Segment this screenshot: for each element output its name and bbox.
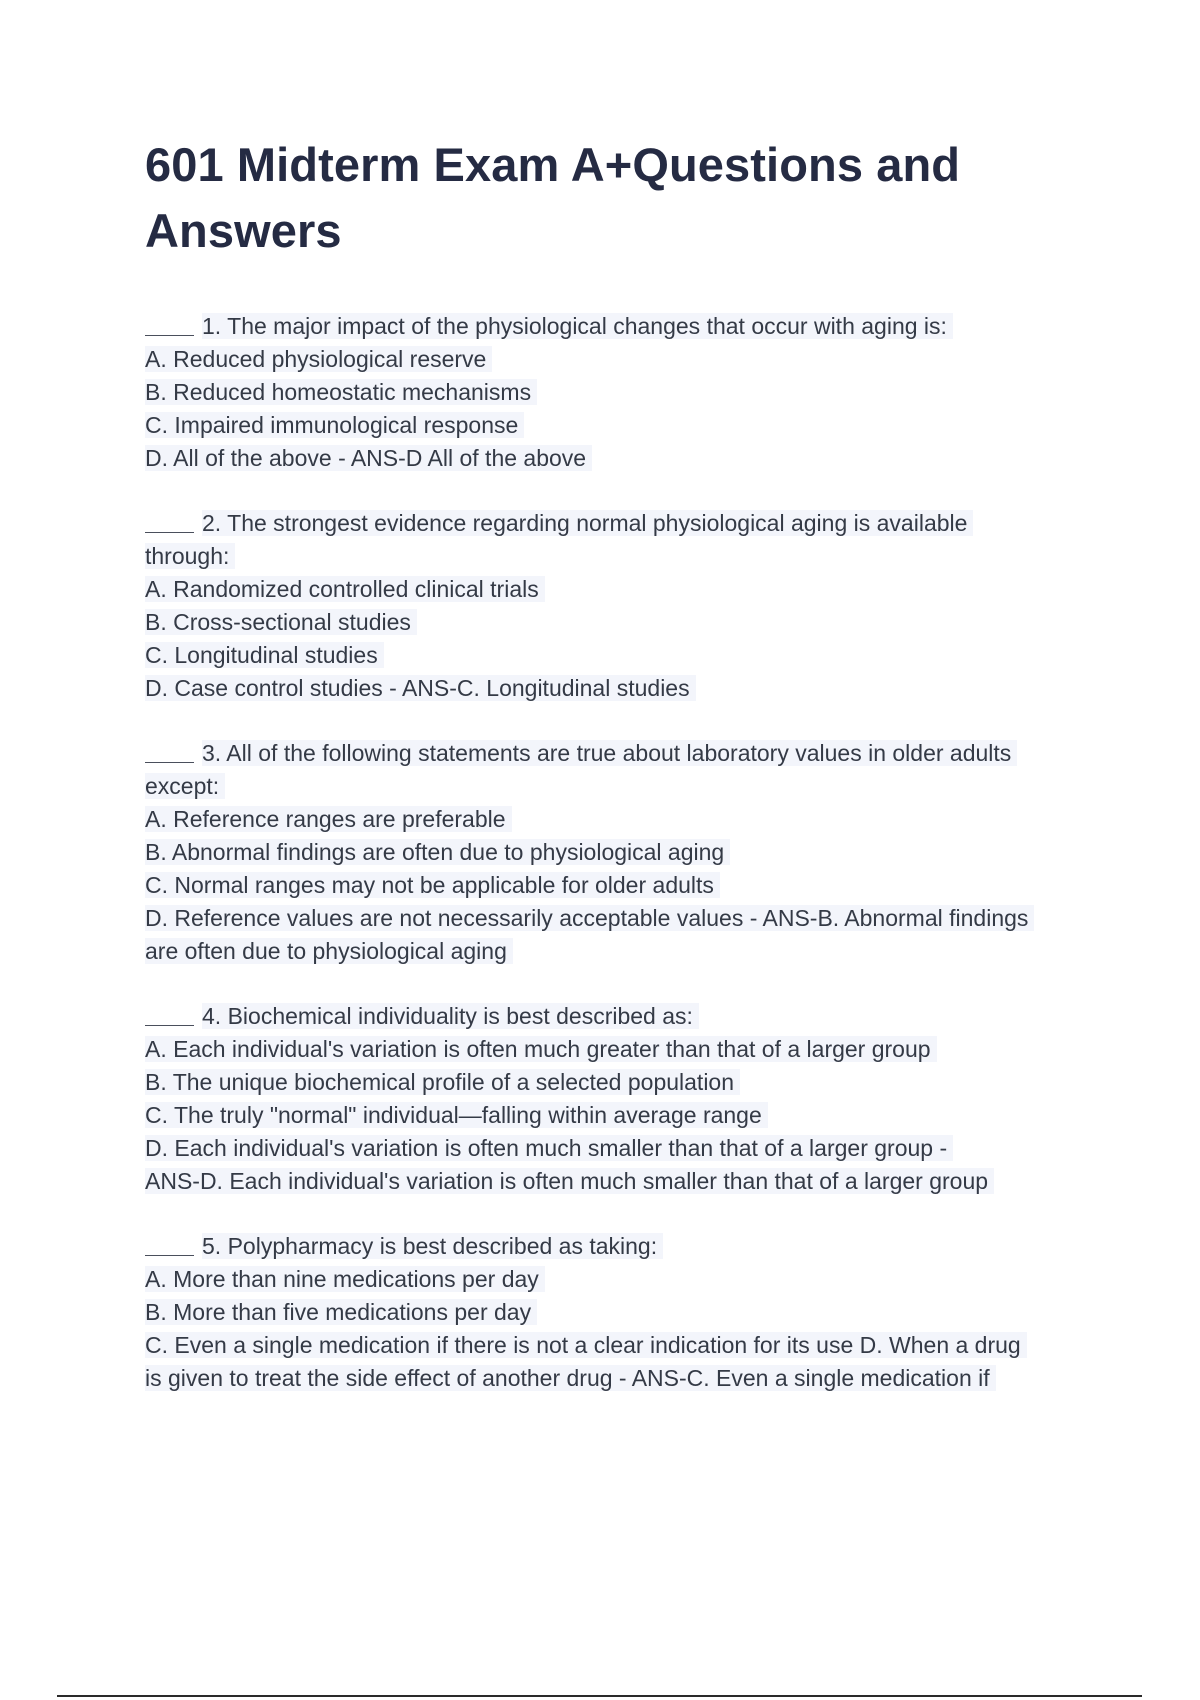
option-answer-line: ANS-D. Each individual's variation is often much smaller than that of a larger group (145, 1165, 1085, 1198)
option-line: A. Each individual's variation is often much greater than that of a larger group (145, 1033, 1085, 1066)
question-stem-cont: except: (145, 770, 1085, 803)
question-5 (145, 1230, 1085, 1395)
answer-blank (145, 1003, 194, 1026)
question-stem: 1. The major impact of the physiological changes that occur with aging is: (145, 310, 1085, 343)
option-answer-line: D. Case control studies - ANS-C. Longitudinal studies (145, 672, 1085, 705)
option-line: C. Impaired immunological response (145, 409, 1085, 442)
page-title (145, 132, 1045, 264)
question-stem: 5. Polypharmacy is best described as taking: (145, 1230, 1085, 1263)
option-line: C. The truly "normal" individual—falling within average range (145, 1099, 1085, 1132)
question-stem: 2. The strongest evidence regarding normal physiological aging is available (145, 507, 1085, 540)
option-line: B. The unique biochemical profile of a selected population (145, 1066, 1085, 1099)
page-footer-rule (57, 1695, 1142, 1697)
option-answer-line-cont: are often due to physiological aging (145, 935, 1085, 968)
question-list (145, 310, 1085, 1427)
question-stem-cont: through: (145, 540, 1085, 573)
option-line: B. Reduced homeostatic mechanisms (145, 376, 1085, 409)
option-line: C. Longitudinal studies (145, 639, 1085, 672)
question-3 (145, 737, 1085, 968)
question-1 (145, 310, 1085, 475)
option-line: B. Abnormal findings are often due to physiological aging (145, 836, 1085, 869)
question-stem: 3. All of the following statements are true about laboratory values in older adults (145, 737, 1085, 770)
option-line: C. Normal ranges may not be applicable for older adults (145, 869, 1085, 902)
option-answer-line: D. All of the above - ANS-D All of the above (145, 442, 1085, 475)
question-stem: 4. Biochemical individuality is best described as: (145, 1000, 1085, 1033)
answer-blank (145, 1233, 194, 1256)
question-2 (145, 507, 1085, 705)
option-line: A. Randomized controlled clinical trials (145, 573, 1085, 606)
question-4 (145, 1000, 1085, 1198)
answer-blank (145, 740, 194, 763)
option-answer-line: is given to treat the side effect of another drug - ANS-C. Even a single medication if (145, 1362, 1085, 1395)
option-line: A. Reference ranges are preferable (145, 803, 1085, 836)
option-line: B. More than five medications per day (145, 1296, 1085, 1329)
title-line-2: Answers (145, 204, 342, 257)
answer-blank (145, 510, 194, 533)
answer-blank (145, 313, 194, 336)
option-line: A. More than nine medications per day (145, 1263, 1085, 1296)
option-line: D. Each individual's variation is often much smaller than that of a larger group - (145, 1132, 1085, 1165)
option-line: C. Even a single medication if there is not a clear indication for its use D. When a drug (145, 1329, 1085, 1362)
option-line: B. Cross-sectional studies (145, 606, 1085, 639)
option-line: A. Reduced physiological reserve (145, 343, 1085, 376)
option-answer-line: D. Reference values are not necessarily acceptable values - ANS-B. Abnormal findings (145, 902, 1085, 935)
title-line-1: 601 Midterm Exam A+Questions and (145, 138, 961, 191)
